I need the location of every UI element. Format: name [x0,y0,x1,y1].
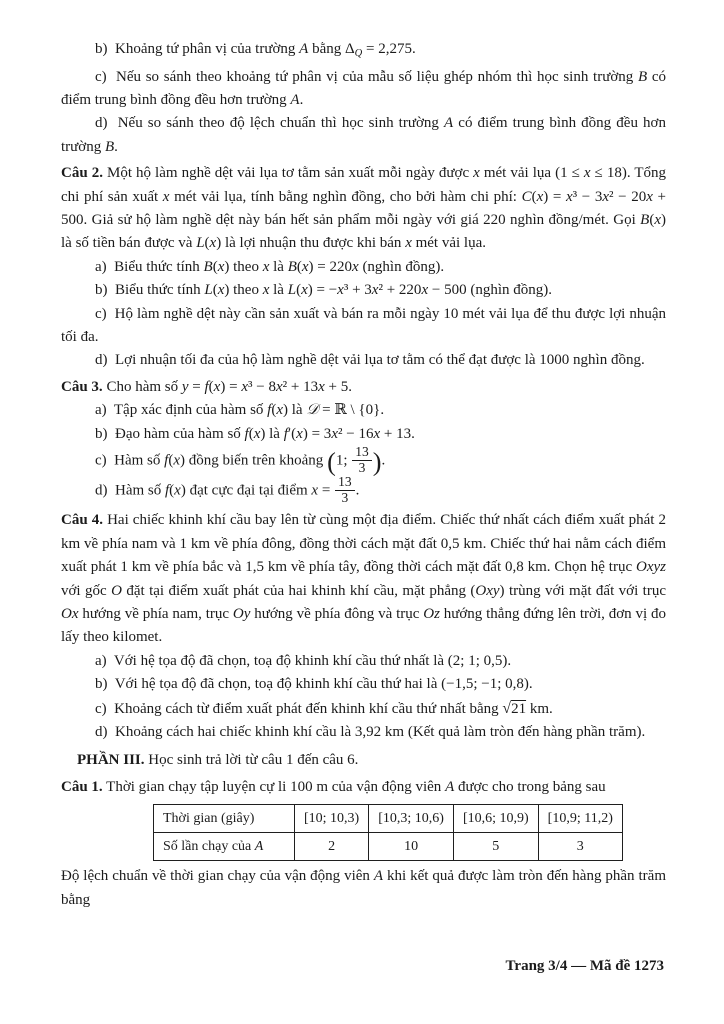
question-2-intro: Câu 2. Một hộ làm nghề dệt vải lụa tơ tằm sản xuất mỗi ngày được x mét vải lụa (1 ≤ x ≤ 18). Tổng chi phí sản xuất x mét vải lụa, tính bằng nghìn đồng, cho bởi hàm chi phí: C(x) = x³ − 3x² − 20x + 500. Giả sử hộ làm nghề dệt này bán hết sản phẩm mỗi ngày với giá 220 nghìn đồng/mét. Gọi B(x) là số tiền bán được và L(x) là lợi nhuận thu được khi bán x mét vải lụa. [61,165,666,252]
table-row-time-label: Thời gian (giây) [154,805,295,833]
table-cell: 10 [369,833,454,861]
square-root: √21 [502,699,527,717]
frequency-table [153,804,623,861]
statement-4d: d) Khoảng cách hai chiếc khinh khí cầu là 3,92 km (Kết quả làm tròn đến hàng phần trăm). [95,724,646,741]
statement-2c: c) Hộ làm nghề dệt này cần sản xuất và bán ra mỗi ngày 10 mét vải lụa để thu được lợi nhuận tối đa. [61,305,666,346]
statement-4c: c) Khoảng cách từ điểm xuất phát đến khinh khí cầu thứ nhất bằng √21 km. [95,699,553,717]
fraction: $\frac{13}{3}$ [335,475,355,505]
statement-3c: c) Hàm số f(x) đồng biến trên khoảng (1; $\frac{13}{3}$ ). [95,444,386,477]
table-cell: [10,3; 10,6) [369,805,454,833]
table-cell: [10,6; 10,9) [453,805,538,833]
table-row-time [154,805,623,833]
table-cell: 5 [453,833,538,861]
table-row-count-label: Số lần chạy của A [154,833,295,861]
statement-2b: b) Biểu thức tính L(x) theo x là L(x) = −x³ + 3x² + 220x − 500 (nghìn đồng). [95,282,552,299]
question-3-intro: Câu 3. Cho hàm số y = f(x) = x³ − 8x² + 13x + 5. [61,378,352,395]
table-cell: [10; 10,3) [295,805,369,833]
part-iii-heading: PHẦN III. Học sinh trả lời từ câu 1 đến câu 6. [77,752,359,769]
statement-1b: b) Khoảng tứ phân vị của trường A bằng $\Delta_Q = 2,275$. [95,41,416,60]
statement-3d: d) Hàm số f(x) đạt cực đại tại điểm x = $\frac{13}{3}$ . [95,474,360,505]
question-4-intro: Câu 4. Hai chiếc khinh khí cầu bay lên từ cùng một địa điểm. Chiếc thứ nhất cách điểm xuất phát 2 km về phía nam và 1 km về phía đông, đồng thời cách mặt đất 0,5 km. Chiếc thứ hai nằm cách điểm xuất phát 1 km về phía bắc và 1,5 km về phía tây, đồng thời cách mặt đất 0,8 km. Chọn hệ trục Oxyz với gốc O đặt tại điểm xuất phát của hai khinh khí cầu, mặt phẳng (Oxy) trùng với mặt đất với trục Ox hướng về phía nam, trục Oy hướng về phía đông và trục Oz hướng thẳng đứng lên trời, đơn vị đo lấy theo kilomet. [61,512,666,646]
statement-4a: a) Với hệ tọa độ đã chọn, toạ độ khinh khí cầu thứ nhất là (2; 1; 0,5). [95,652,512,669]
table-row-count [154,833,623,861]
statement-3b: b) Đạo hàm của hàm số f(x) là f′(x) = 3x² − 16x + 13. [95,425,415,442]
frequency-table-wrapper [153,804,666,861]
statement-1c: c) Nếu so sánh theo khoảng tứ phân vị của mẫu số liệu ghép nhóm thì học sinh trường B có điểm trung bình đồng đều hơn trường A. [61,68,666,108]
statement-3a: a) Tập xác định của hàm số f(x) là 𝒟 = ℝ \ {0}. [95,402,385,419]
page-footer: Trang 3/4 — Mã đề 1273 [505,958,664,974]
statement-1d: d) Nếu so sánh theo độ lệch chuẩn thì học sinh trường A có điểm trung bình đồng đều hơn trường B. [61,115,666,155]
table-cell: [10,9; 11,2) [538,805,622,833]
part3-question-1-closing: Độ lệch chuẩn về thời gian chạy của vận động viên A khi kết quả được làm tròn đến hàng phần trăm bằng [61,868,666,908]
part3-question-1-intro: Câu 1. Thời gian chạy tập luyện cự li 100 m của vận động viên A được cho trong bảng sau [61,778,606,795]
statement-4b: b) Với hệ tọa độ đã chọn, toạ độ khinh khí cầu thứ hai là (−1,5; −1; 0,8). [95,676,533,693]
fraction: $\frac{13}{3}$ [352,445,372,475]
statement-2a: a) Biểu thức tính B(x) theo x là B(x) = 220x (nghìn đồng). [95,258,445,275]
table-cell: 2 [295,833,369,861]
table-cell: 3 [538,833,622,861]
statement-2d: d) Lợi nhuận tối đa của hộ làm nghề dệt vải lụa tơ tằm có thể đạt được là 1000 nghìn đồng. [95,352,645,369]
